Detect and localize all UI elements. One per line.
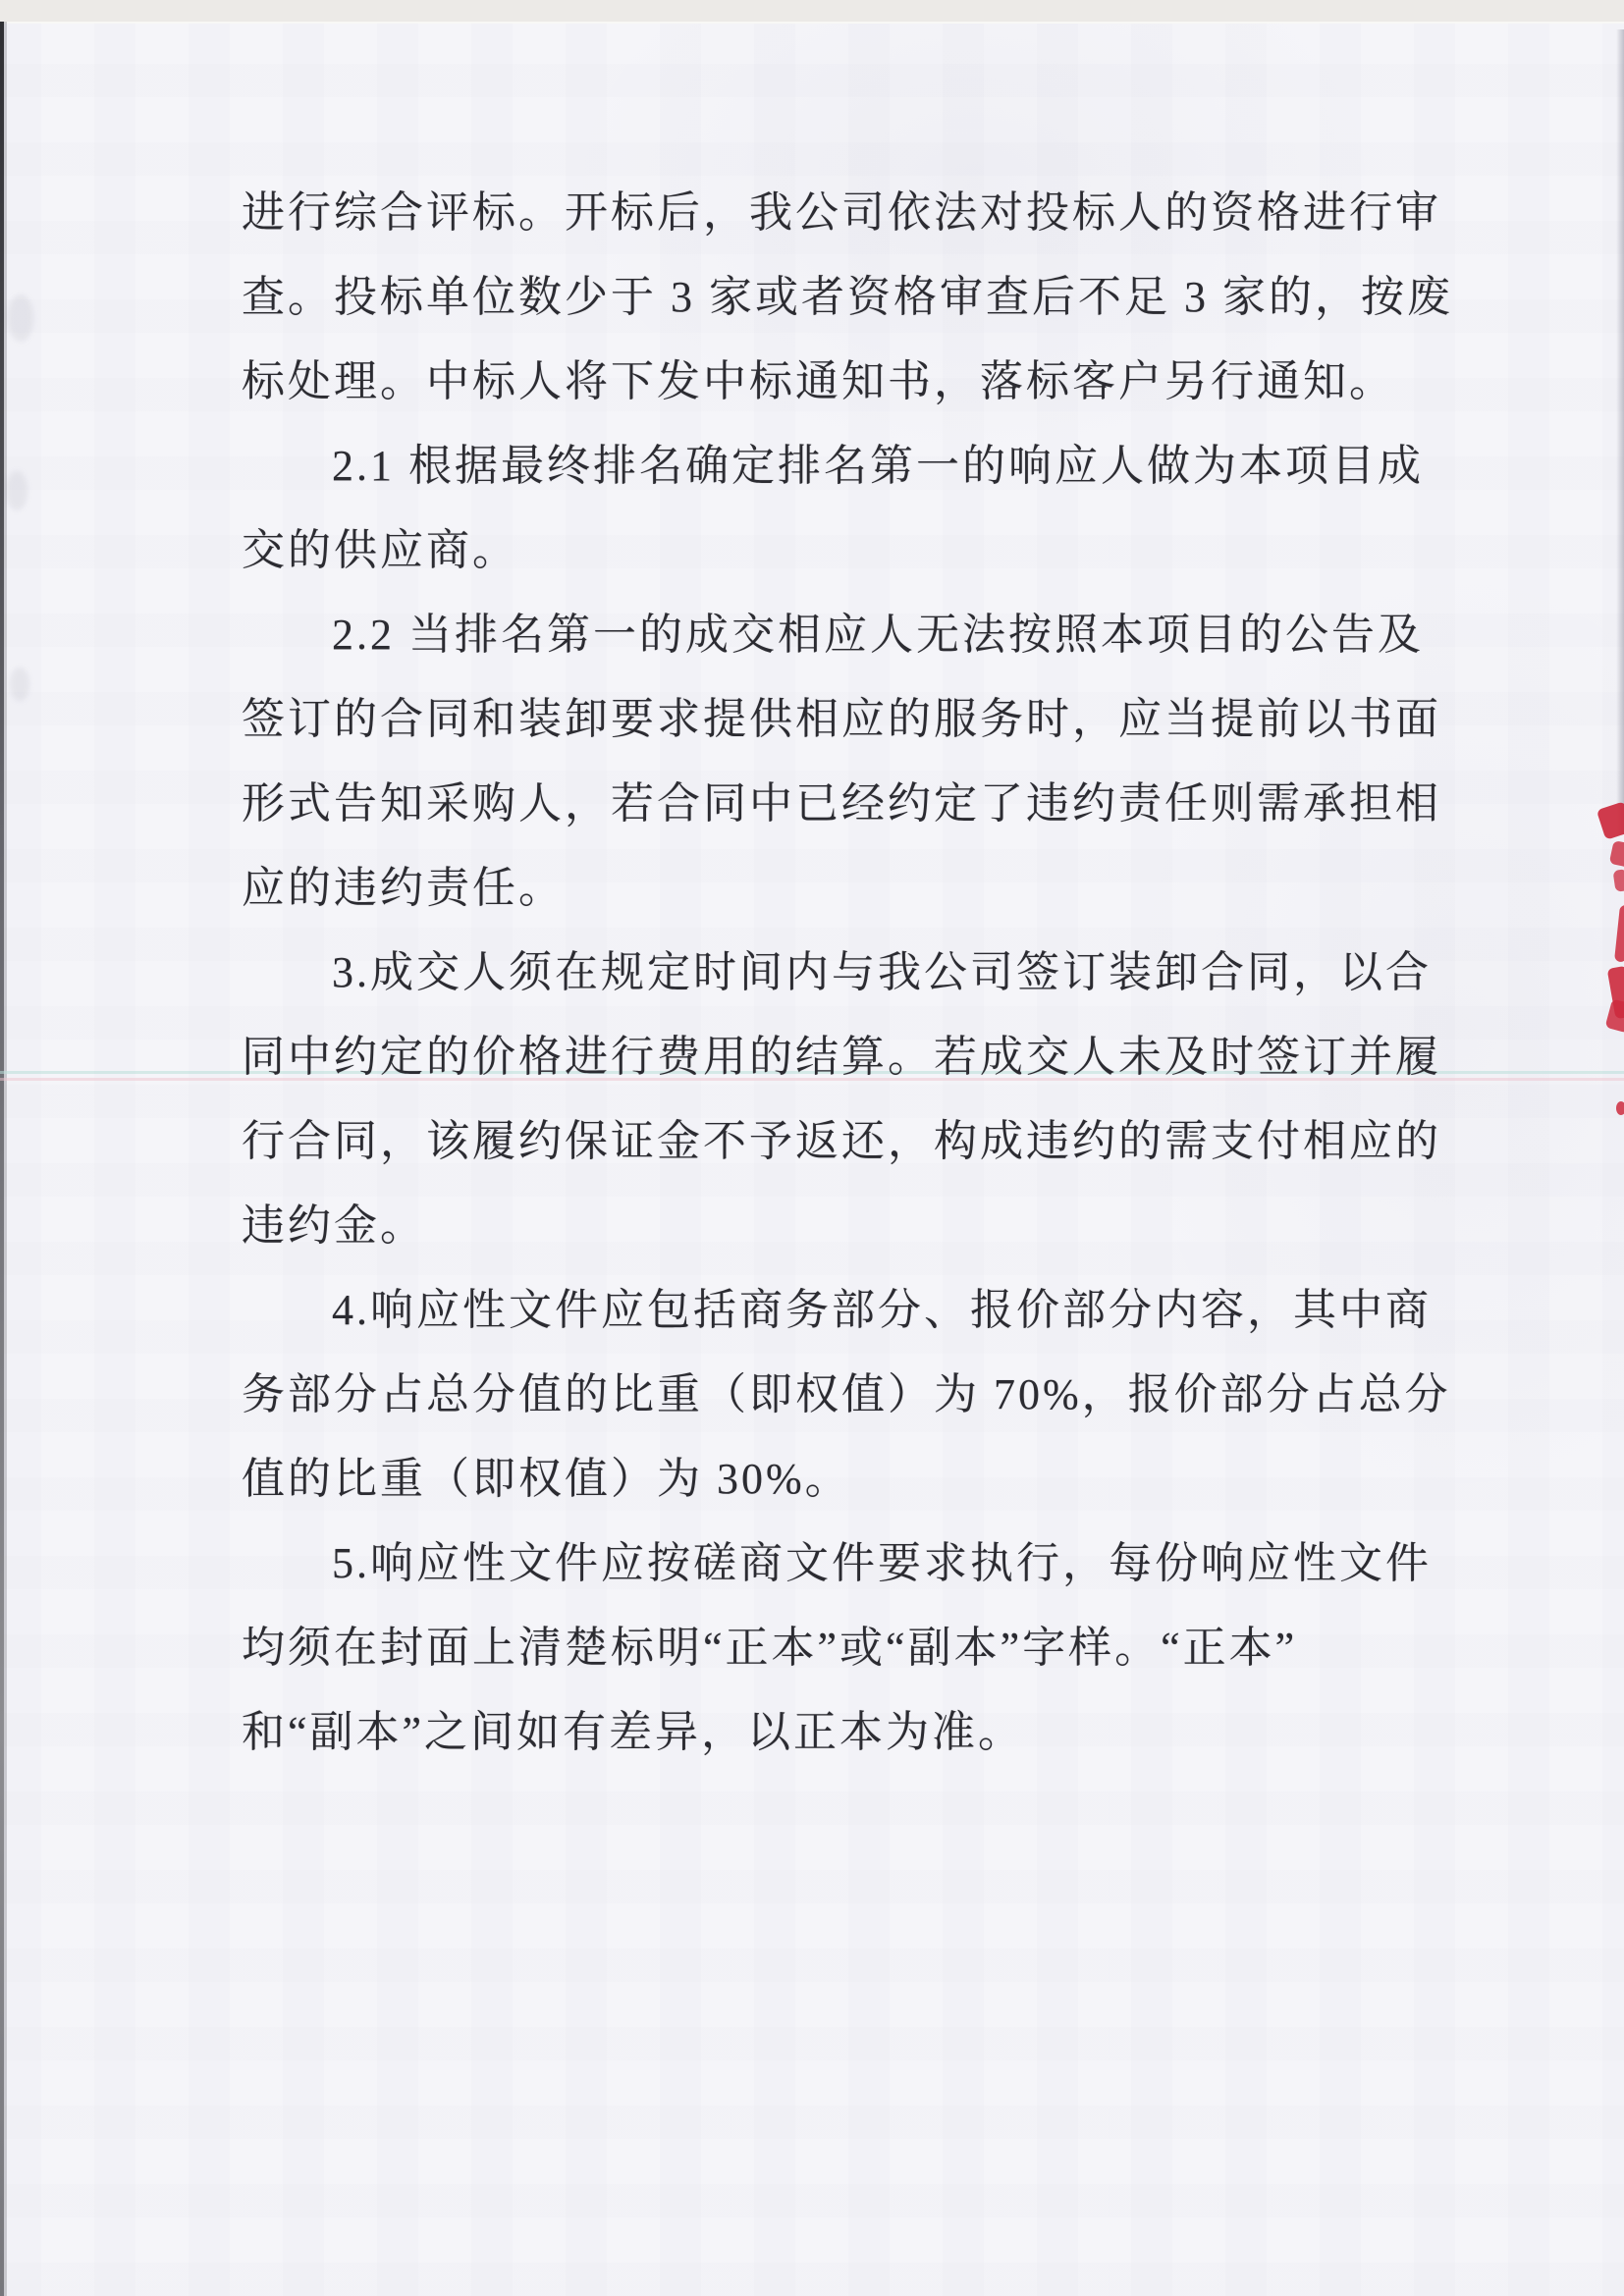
scan-edge-left-soft [4,22,7,2296]
paragraph [242,931,1441,1268]
paragraph [242,171,1453,424]
red-stamp-fragment [1613,869,1624,892]
text-line: 违约金。 [242,1201,426,1250]
text-line: 签订的合同和装卸要求提供相应的服务时，应当提前以书面 [242,695,1441,743]
text-line: 同中约定的价格进行费用的结算。若成交人未及时签订并履 [242,1033,1441,1081]
text-line: 进行综合评标。开标后，我公司依法对投标人的资格进行审 [242,188,1441,237]
red-stamp-fragment [1614,905,1624,963]
paragraph [242,593,1441,931]
text-line: 交的供应商。 [242,526,518,574]
text-line: 形式告知采购人，若合同中已经约定了违约责任则需承担相 [242,779,1441,828]
bleed-smudge [6,471,27,510]
text-line: 3.成交人须在规定时间内与我公司签订装卸合同，以合 [332,948,1432,996]
text-line: 4.响应性文件应包括商务部分、报价部分内容，其中商 [332,1286,1432,1334]
text-line: 标处理。中标人将下发中标通知书，落标客户另行通知。 [242,357,1395,405]
text-line: 2.2 当排名第一的成交相应人无法按照本项目的公告及 [332,611,1424,659]
paragraph [242,1268,1451,1522]
red-stamp-fragment [1605,998,1624,1033]
red-stamp-fragment [1616,1101,1624,1115]
document-text-block [242,171,1453,1775]
text-line: 查。投标单位数少于 3 家或者资格审查后不足 3 家的，按废 [242,273,1453,321]
text-line: 行合同，该履约保证金不予返还，构成违约的需支付相应的 [242,1117,1441,1165]
text-line: 值的比重（即权值）为 30%。 [242,1455,851,1503]
paragraph [242,424,1424,593]
text-line: 均须在封面上清楚标明“正本”或“副本”字样。“正本” [242,1624,1298,1672]
bleed-smudge [8,294,33,342]
paragraph [242,1522,1432,1775]
red-stamp-fragment [1609,840,1624,868]
text-line: 务部分占总分值的比重（即权值）为 70%，报价部分占总分 [242,1370,1451,1418]
text-line: 应的违约责任。 [242,864,565,912]
scanner-top-band [0,0,1624,24]
text-line: 5.响应性文件应按磋商文件要求执行，每份响应性文件 [332,1539,1432,1587]
text-line: 和“副本”之间如有差异，以正本为准。 [242,1708,1025,1756]
bleed-smudge [10,667,29,701]
red-stamp-fragment [1597,801,1624,840]
text-line: 2.1 根据最终排名确定排名第一的响应人做为本项目成 [332,442,1424,490]
scan-shadow-right [1616,29,1624,834]
